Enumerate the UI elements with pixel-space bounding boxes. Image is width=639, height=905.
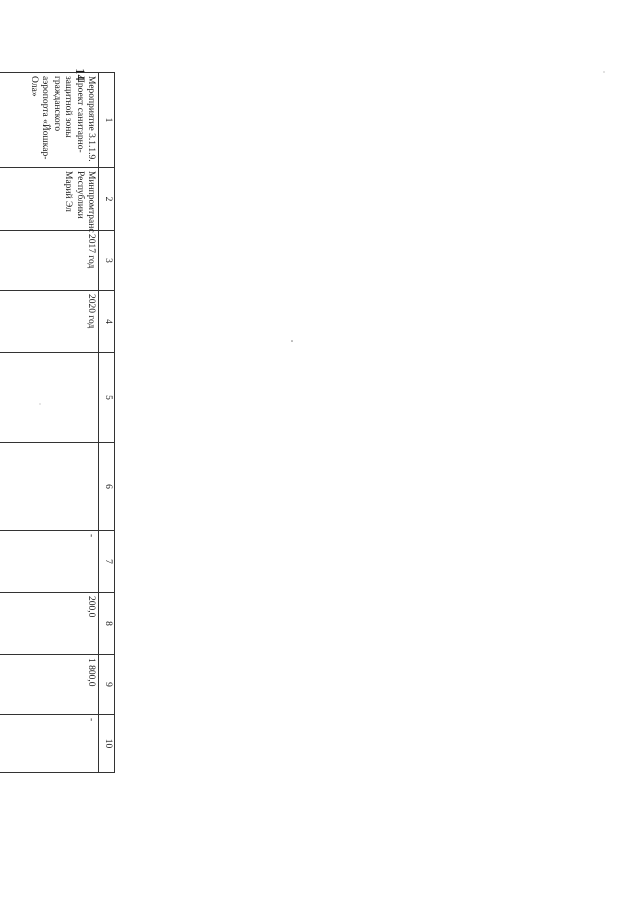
cell-name: Мероприятие 3.1.1.9. Проект санитарно-защитной зоны гражданского аэропорта «Йошкар-Ола» [0,73,99,168]
table-row [0,73,99,773]
column-header: 6 [99,443,115,531]
column-header: 2 [99,168,115,231]
cell-end: 2020 год [0,291,99,353]
cell-value-9: 1 800,0 [0,655,99,715]
column-header: 9 [99,655,115,715]
column-header: 8 [99,593,115,655]
header-row [99,73,115,773]
column-header: 10 [99,715,115,773]
cell-value-10: - [0,715,99,773]
cell-executor: Минпромтранс Республики Марий Эл [0,168,99,231]
page-number: 14 [73,68,88,81]
budget-table-wrapper [0,72,115,772]
column-header: 4 [99,291,115,353]
budget-table [0,72,115,773]
cell-start: 2017 год [0,231,99,291]
cell-value-7: - [0,531,99,593]
column-header: 3 [99,231,115,291]
column-header: 1 [99,73,115,168]
cell-value-8: 200,0 [0,593,99,655]
column-header: 7 [99,531,115,593]
cell-code [0,443,99,531]
column-header: 5 [99,353,115,443]
cell-result [0,353,99,443]
